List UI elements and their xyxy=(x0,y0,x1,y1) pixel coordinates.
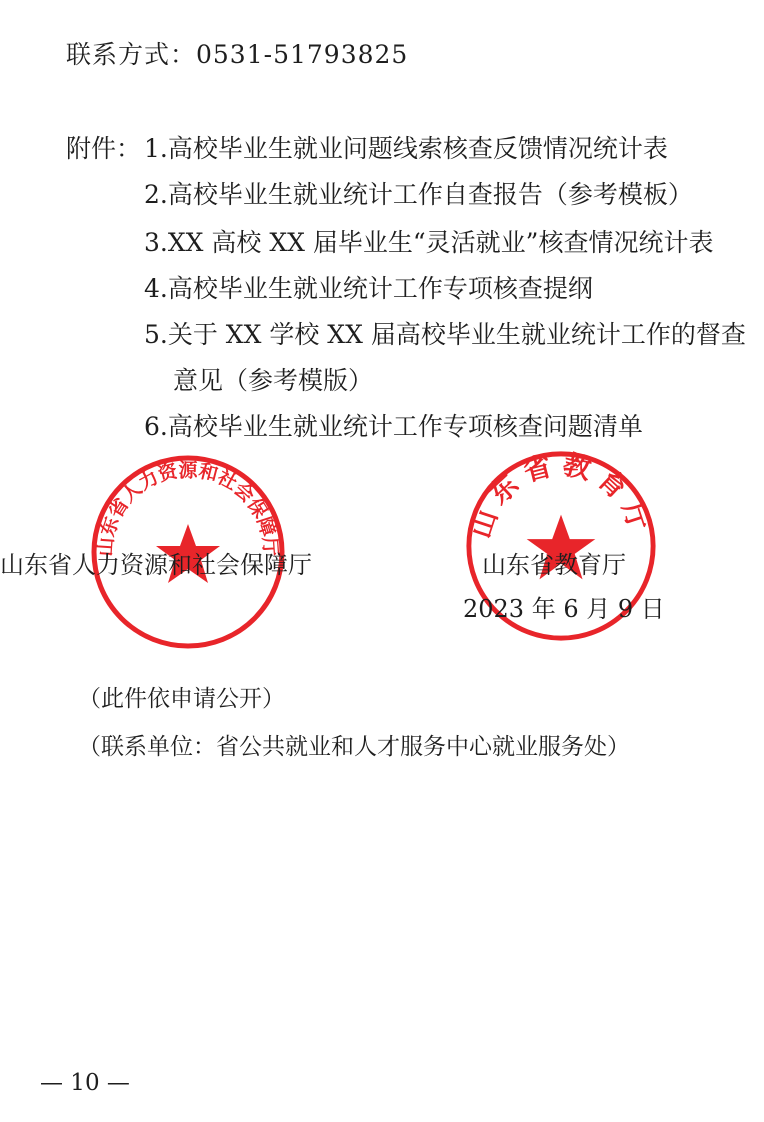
signing-org-education: 山东省教育厅 xyxy=(482,551,626,579)
attachment-item-4 xyxy=(144,274,593,304)
attachment-title: 高校毕业生就业统计工作专项核查提纲 xyxy=(167,274,593,303)
attachment-number: 6. xyxy=(144,412,168,441)
attachment-item-3 xyxy=(144,228,713,258)
attachment-title: 高校毕业生就业统计工作自查报告（参考模板） xyxy=(167,180,693,209)
public-note: （此件依申请公开） xyxy=(78,686,285,712)
attachment-item-5-continuation: 意见（参考模版） xyxy=(173,366,374,395)
contact-unit-note: （联系单位：省公共就业和人才服务中心就业服务处） xyxy=(78,734,630,760)
attachment-item-6 xyxy=(144,412,643,442)
attachment-title: XX 高校 XX 届毕业生“灵活就业”核查情况统计表 xyxy=(167,228,714,257)
attachment-item-5 xyxy=(144,320,746,350)
attachment-item-1 xyxy=(144,134,668,164)
attachments-label: 附件： xyxy=(66,134,142,163)
attachment-title: 高校毕业生就业问题线索核查反馈情况统计表 xyxy=(167,134,668,163)
attachment-number: 2. xyxy=(144,180,168,209)
attachment-number: 5. xyxy=(144,320,168,349)
contact-info: 联系方式：0531-51793825 xyxy=(66,40,409,69)
signing-org-hrss: 山东省人力资源和社会保障厅 xyxy=(0,551,312,579)
attachment-title: 关于 XX 学校 XX 届高校毕业生就业统计工作的督查 xyxy=(167,320,746,349)
attachment-title: 高校毕业生就业统计工作专项核查问题清单 xyxy=(167,412,643,441)
seal-arc-text: 山东省人力资源和社会保障厅 xyxy=(94,459,282,558)
attachment-item-2 xyxy=(144,180,693,210)
issue-date: 2023 年 6 月 9 日 xyxy=(463,595,665,623)
attachment-number: 1. xyxy=(144,134,168,163)
attachment-number: 4. xyxy=(144,274,168,303)
seal-arc-text: 山东省教育厅 xyxy=(465,449,657,543)
page-number: — 10 — xyxy=(40,1070,130,1096)
attachment-number: 3. xyxy=(144,228,168,257)
